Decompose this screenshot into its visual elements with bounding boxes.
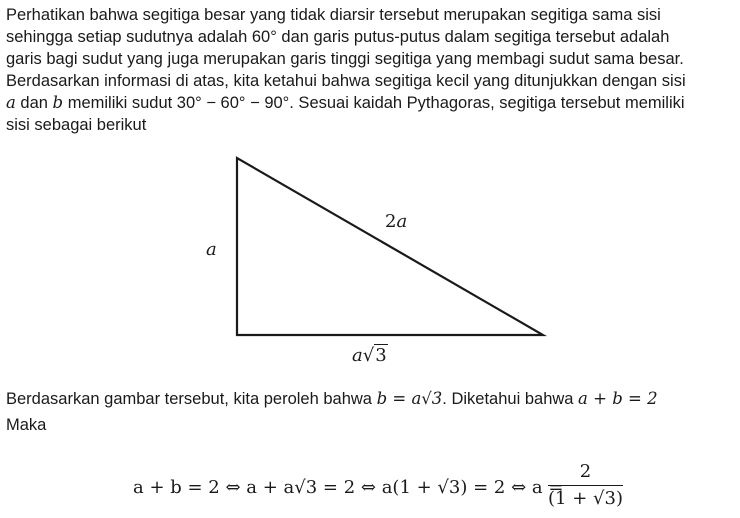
equation-fraction [548,462,623,512]
result-line-1 [6,388,740,410]
base-var: a [352,345,363,366]
side-label-a: a [206,239,217,260]
equation-chain: a + b = 2 ⇔ a + a√3 = 2 ⇔ a(1 + √3) = 2 ⇔ a = [133,477,564,498]
hyp-coef: 2 [385,211,397,232]
result-expr-sum: a + b = 2 [578,389,658,408]
intro-line-4: Berdasarkan informasi di atas, kita ketahui bahwa segitiga kecil yang ditunjukkan dengan sisi [6,72,686,90]
result-paragraph [6,388,740,436]
result-line-1-after: . Diketahui bahwa [442,390,579,408]
hypotenuse-label [385,211,407,232]
result-line-2: Maka [6,416,47,434]
intro-line-2: sehingga setiap sudutnya adalah 60° dan garis putus-putus dalam segitiga tersebut adalah [6,28,670,46]
base-radicand: 3 [375,345,387,366]
triangle-shape [237,158,543,335]
sqrt-symbol: √3 [362,345,387,366]
result-line-1-text: Berdasarkan gambar tersebut, kita peroleh bahwa [6,390,377,408]
intro-line-3: garis bagi sudut yang juga merupakan garis tinggi segitiga yang membagi sudut sama besar. [6,50,684,68]
result-expr-b: b = a√3 [376,389,443,408]
fraction-numerator: 2 [579,461,592,482]
fraction-denominator: (1 + √3) [548,488,623,509]
intro-line-5-mid: dan [15,94,53,112]
base-label [352,345,388,366]
hyp-var: a [396,211,408,232]
intro-line-1: Perhatikan bahwa segitiga besar yang tidak diarsir tersebut merupakan segitiga sama sisi [6,6,661,24]
var-b: b [52,93,64,112]
intro-line-6: sisi sebagai berikut [6,116,147,134]
var-a: a [6,93,16,112]
intro-line-5-rest: memiliki sudut 30° − 60° − 90°. Sesuai kaidah Pythagoras, segitiga tersebut memiliki [63,94,685,112]
